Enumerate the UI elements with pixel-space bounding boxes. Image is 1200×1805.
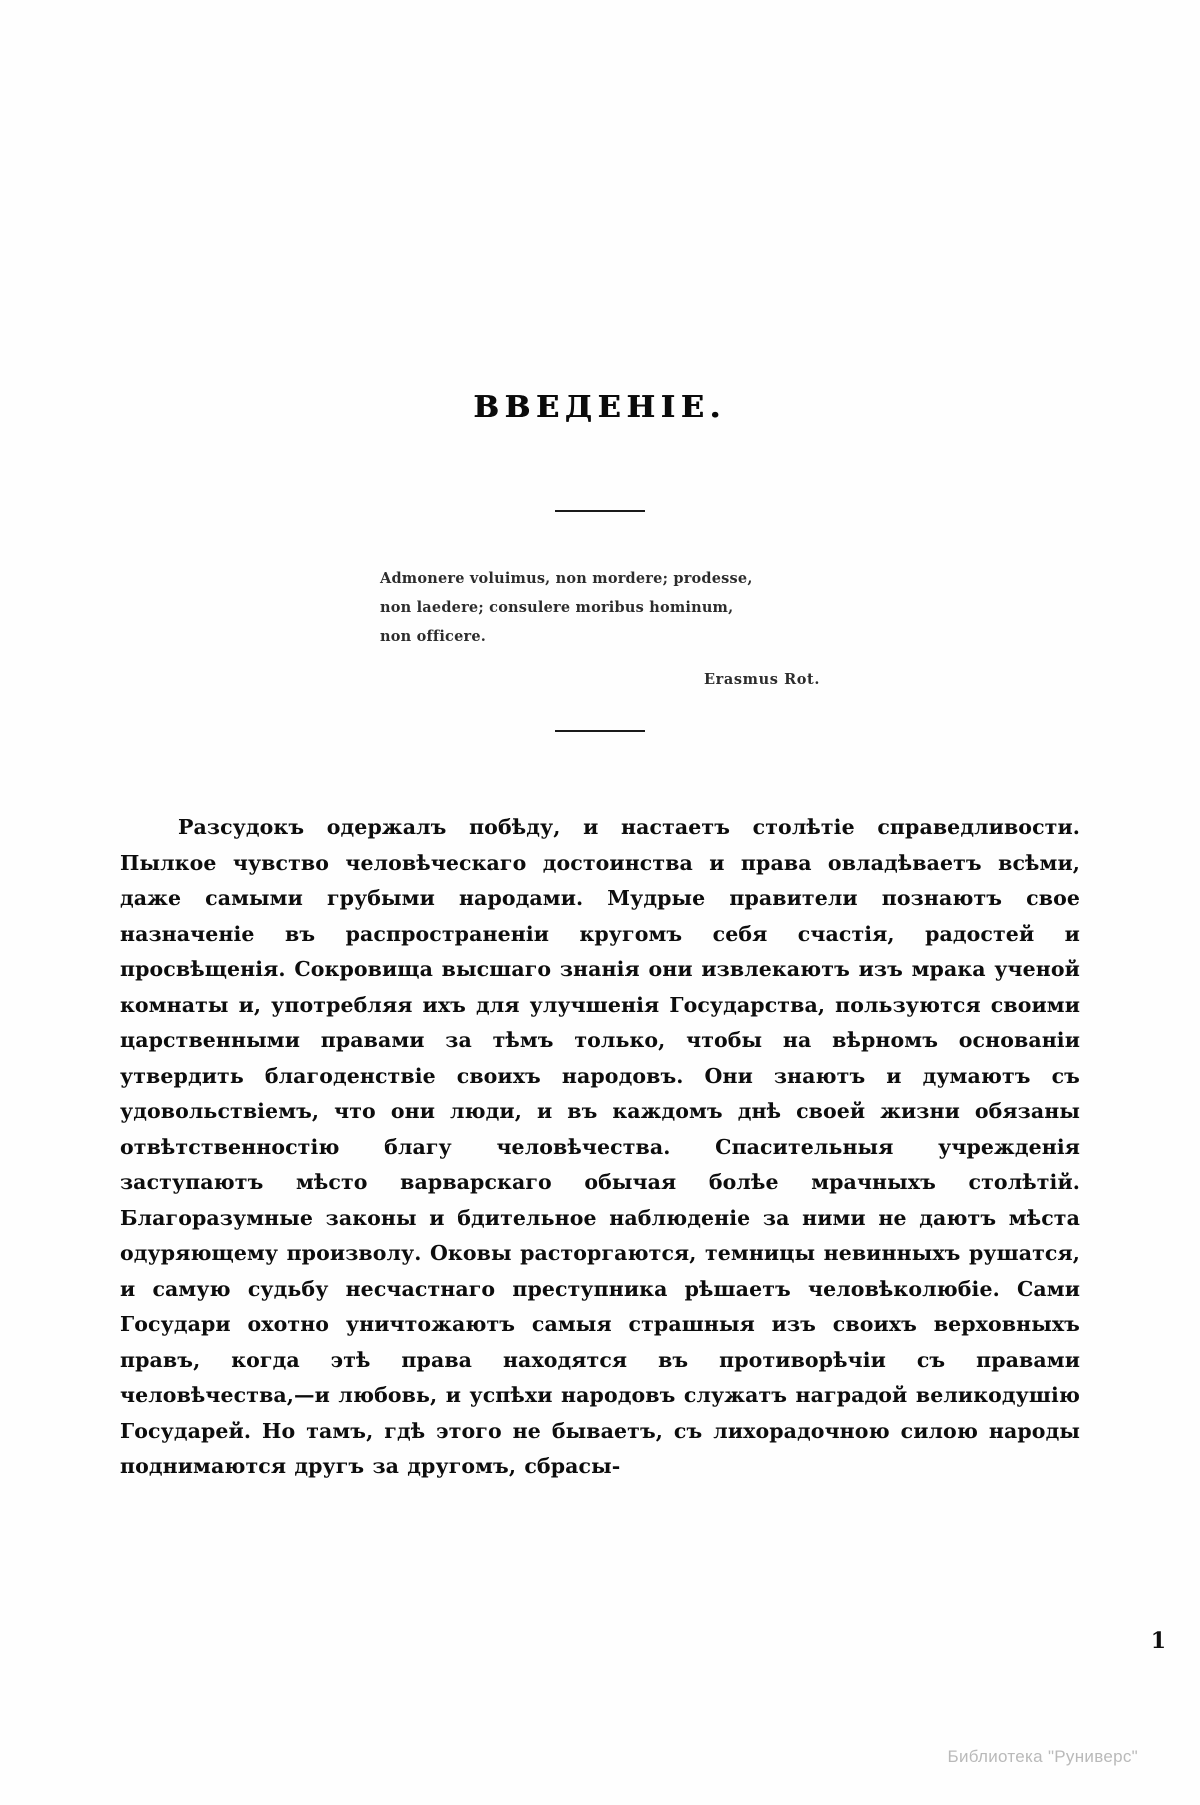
divider-bottom (555, 730, 645, 732)
epigraph-line-1: Admonere voluimus, non mordere; prodesse, (380, 570, 753, 587)
page-title: ВВЕДЕНІЕ. (473, 390, 727, 425)
epigraph-source: Erasmus Rot. (703, 671, 820, 688)
body-paragraph: Разсудокъ одержалъ побѣду, и настаетъ столѣтіе справедливости. Пылкое чувство человѣческаго достоинства и права овладѣваетъ всѣми, даже самыми грубыми народами. Мудрые правители познаютъ свое назначеніе въ распространеніи кругомъ себя счастія, радостей и просвѣщенія. Сокровища высшаго знанія они извлекаютъ изъ мрака ученой комнаты и, употребляя ихъ для улучшенія Государства, пользуются своими царственными правами за тѣмъ только, чтобы на вѣрномъ основаніи утвердить благоденствіе своихъ народовъ. Они знаютъ и думаютъ съ удовольствіемъ, что они люди, и въ каждомъ днѣ своей жизни обязаны отвѣтственностію благу человѣчества. Спасительныя учрежденія заступаютъ мѣсто варварскаго обычая болѣе мрачныхъ столѣтій. Благоразумные законы и бдительное наблюденіе за ними не даютъ мѣста одуряющему произволу. Оковы расторгаются, темницы невинныхъ рушатся, и самую судьбу несчастнаго преступника рѣшаетъ человѣколюбіе. Сами Государи охотно уничтожаютъ самыя страшныя изъ своихъ верховныхъ правъ, когда этѣ права находятся въ противорѣчіи съ правами человѣчества,—и любовь, и успѣхи народовъ служатъ наградой великодушію Государей. Но тамъ, гдѣ этого не бываетъ, съ лихорадочною силою народы поднимаются другъ за другомъ, сбрасы- (120, 815, 1080, 1478)
divider-top (555, 510, 645, 512)
epigraph-line-3: non officere. (380, 628, 487, 645)
page-number: 1 (1150, 1628, 1166, 1654)
page-content (120, 60, 1080, 1700)
epigraph-line-2: non laedere; consulere moribus hominum, (380, 599, 734, 616)
library-watermark: Библиотека "Руниверс" (947, 1747, 1138, 1766)
body-text (120, 810, 1080, 1485)
epigraph-block (380, 564, 820, 694)
